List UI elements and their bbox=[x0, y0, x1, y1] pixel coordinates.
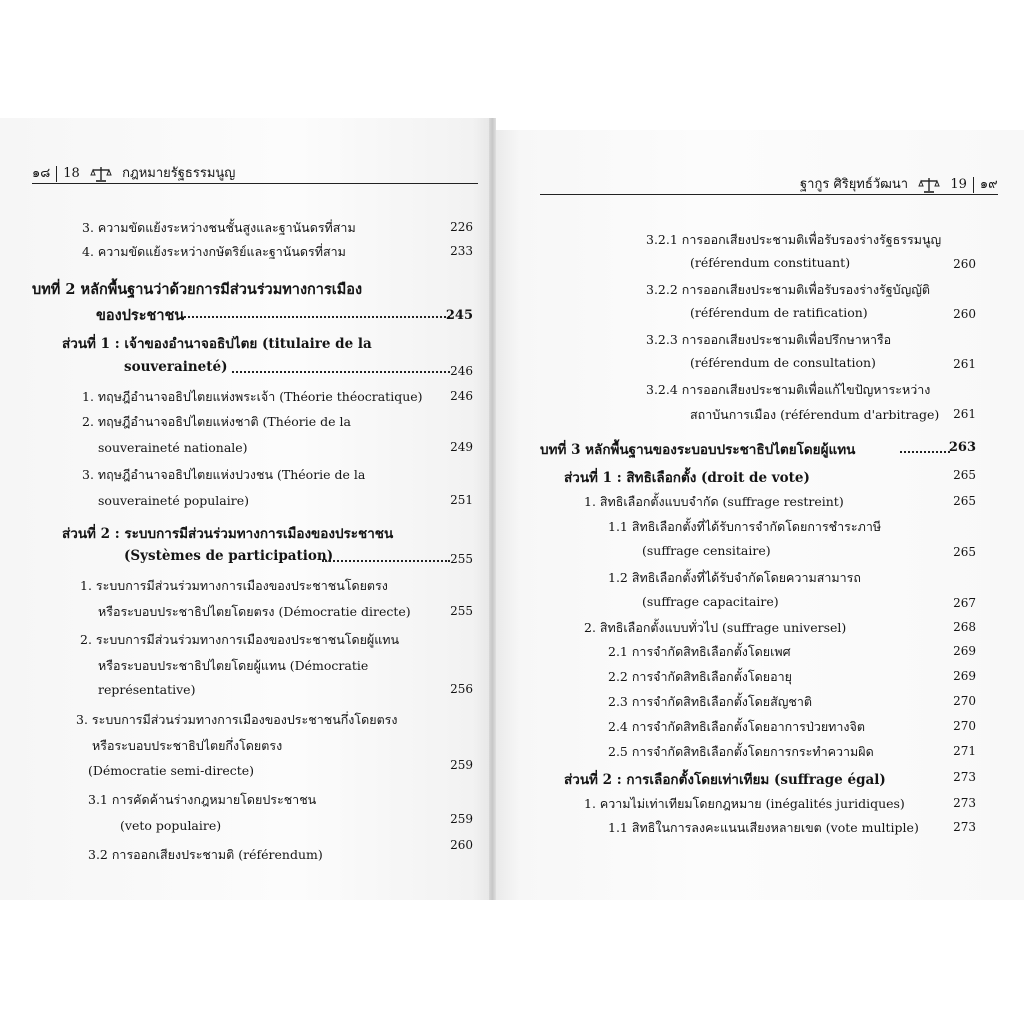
section-heading: ส่วนที่ 2 : การเลือกตั้งโดยเท่าเทียม (suffrage égal) bbox=[564, 772, 886, 788]
toc-entry-page: 271 bbox=[953, 744, 976, 758]
toc-entry-text: 2.3 การจำกัดสิทธิเลือกตั้งโดยสัญชาติ bbox=[608, 694, 812, 709]
toc-entry-page: 261 bbox=[953, 357, 976, 371]
toc-entry-text: (référendum de consultation) bbox=[690, 355, 876, 370]
toc-entry-text: 2.5 การจำกัดสิทธิเลือกตั้งโดยการกระทำความผิด bbox=[608, 744, 874, 759]
toc-entry-text: 3. ทฤษฎีอำนาจอธิปไตยแห่งปวงชน (Théorie de la bbox=[82, 467, 366, 482]
chapter-heading: ของประชาชน bbox=[96, 307, 185, 324]
leader-dots bbox=[184, 306, 450, 318]
toc-entry-page: 259 bbox=[450, 812, 473, 826]
toc-entry-page: 269 bbox=[953, 644, 976, 658]
toc-entry-text: 3.2.4 การออกเสียงประชามติเพื่อแก้ไขปัญหาระหว่าง bbox=[646, 382, 931, 397]
toc-entry-text: souveraineté nationale) bbox=[98, 440, 248, 455]
leader-dots bbox=[322, 550, 450, 562]
toc-entry-page: 233 bbox=[450, 244, 473, 258]
toc-entry-text: 3.2.2 การออกเสียงประชามติเพื่อรับรองร่างรัฐบัญญัติ bbox=[646, 282, 931, 297]
toc-entry-page: 270 bbox=[953, 694, 976, 708]
right-author-name: ฐากูร ศิริยุทธ์วัฒนา bbox=[800, 177, 909, 192]
toc-entry-text: 2. สิทธิเลือกตั้งแบบทั่วไป (suffrage universel) bbox=[584, 620, 847, 635]
toc-entry-text: สถาบันการเมือง (référendum d'arbitrage) bbox=[690, 407, 940, 422]
toc-entry-page: 273 bbox=[953, 770, 976, 784]
toc-entry-page: 245 bbox=[445, 308, 473, 323]
toc-entry-page: 265 bbox=[953, 545, 976, 559]
toc-entry-text: 2.2 การจำกัดสิทธิเลือกตั้งโดยอายุ bbox=[608, 669, 792, 684]
toc-entry-page: 256 bbox=[450, 682, 473, 696]
toc-entry-text: 1. ความไม่เท่าเทียมโดยกฎหมาย (inégalités juridiques) bbox=[584, 796, 905, 811]
toc-entry-text: 3.2.1 การออกเสียงประชามติเพื่อรับรองร่างรัฐธรรมนูญ bbox=[646, 232, 942, 247]
toc-entry-page: 251 bbox=[450, 493, 473, 507]
toc-entry-text: หรือระบอบประชาธิปไตยโดยตรง (Démocratie directe) bbox=[98, 604, 411, 619]
right-page-header bbox=[800, 173, 998, 194]
toc-entry-text: 4. ความขัดแย้งระหว่างกษัตริย์และฐานันดรที่สาม bbox=[82, 244, 346, 259]
toc-entry-text: 1. ระบบการมีส่วนร่วมทางการเมืองของประชาชนโดยตรง bbox=[80, 578, 388, 593]
right-page-number: 19 bbox=[950, 177, 967, 192]
toc-entry-page: 263 bbox=[948, 440, 976, 455]
toc-entry-page: 260 bbox=[953, 307, 976, 321]
toc-entry-page: 246 bbox=[450, 389, 473, 403]
toc-entry-page: 246 bbox=[450, 364, 473, 378]
toc-entry-page: 249 bbox=[450, 440, 473, 454]
toc-entry-text: 1. ทฤษฎีอำนาจอธิปไตยแห่งพระเจ้า (Théorie théocratique) bbox=[82, 389, 423, 404]
toc-entry-text: 2.4 การจำกัดสิทธิเลือกตั้งโดยอาการป่วยทางจิต bbox=[608, 719, 865, 734]
toc-entry-page: 260 bbox=[953, 257, 976, 271]
left-book-title: กฎหมายรัฐธรรมนูญ bbox=[122, 166, 236, 181]
book-gutter bbox=[489, 118, 496, 900]
toc-entry-page: 269 bbox=[953, 669, 976, 683]
scales-icon bbox=[90, 165, 112, 183]
toc-entry-page: 265 bbox=[953, 494, 976, 508]
right-thai-page-number: ๑๙ bbox=[979, 177, 998, 192]
toc-entry-page: 255 bbox=[450, 552, 473, 566]
toc-entry-page: 268 bbox=[953, 620, 976, 634]
toc-entry-text: 2. ระบบการมีส่วนร่วมทางการเมืองของประชาชนโดยผู้แทน bbox=[80, 632, 400, 647]
toc-entry-text: (suffrage censitaire) bbox=[642, 543, 771, 558]
section-heading: ส่วนที่ 1 : สิทธิเลือกตั้ง (droit de vote) bbox=[564, 470, 810, 486]
toc-entry-text: 1.2 สิทธิเลือกตั้งที่ได้รับจำกัดโดยความสามารถ bbox=[608, 570, 861, 585]
chapter-heading: บทที่ 3 หลักพื้นฐานของระบอบประชาธิปไตยโดยผู้แทน bbox=[540, 442, 856, 458]
left-thai-page-number: ๑๘ bbox=[32, 166, 51, 181]
toc-entry-text: représentative) bbox=[98, 682, 196, 697]
toc-entry-text: souveraineté populaire) bbox=[98, 493, 249, 508]
toc-entry-page: 261 bbox=[953, 407, 976, 421]
toc-entry-text: (référendum de ratification) bbox=[690, 305, 868, 320]
toc-entry-page: 267 bbox=[953, 596, 976, 610]
toc-entry-text: 2.1 การจำกัดสิทธิเลือกตั้งโดยเพศ bbox=[608, 644, 791, 659]
toc-entry-page: 255 bbox=[450, 604, 473, 618]
toc-entry-text: 3. ความขัดแย้งระหว่างชนชั้นสูงและฐานันดรที่สาม bbox=[82, 220, 356, 235]
left-header-rule bbox=[32, 183, 478, 184]
chapter-heading: บทที่ 2 หลักพื้นฐานว่าด้วยการมีส่วนร่วมทางการเมือง bbox=[32, 281, 363, 298]
right-header-rule bbox=[540, 194, 998, 195]
toc-entry-page: 260 bbox=[450, 838, 473, 852]
toc-entry-text: (Démocratie semi-directe) bbox=[88, 763, 255, 778]
toc-entry-text: 3.1 การคัดค้านร่างกฎหมายโดยประชาชน bbox=[88, 792, 317, 807]
toc-entry-text: หรือระบอบประชาธิปไตยกึ่งโดยตรง bbox=[92, 738, 283, 753]
toc-entry-text: หรือระบอบประชาธิปไตยโดยผู้แทน (Démocratie bbox=[98, 658, 369, 673]
toc-entry-text: 3.2 การออกเสียงประชามติ (référendum) bbox=[88, 847, 323, 862]
toc-entry-text: 1. สิทธิเลือกตั้งแบบจำกัด (suffrage restreint) bbox=[584, 494, 844, 509]
toc-entry-page: 270 bbox=[953, 719, 976, 733]
toc-entry-page: 273 bbox=[953, 820, 976, 834]
toc-entry-page: 273 bbox=[953, 796, 976, 810]
section-heading: (Systèmes de participation) bbox=[124, 548, 334, 564]
toc-entry-page: 259 bbox=[450, 758, 473, 772]
toc-entry-text: (suffrage capacitaire) bbox=[642, 594, 779, 609]
toc-entry-text: 2. ทฤษฎีอำนาจอธิปไตยแห่งชาติ (Théorie de la bbox=[82, 414, 351, 429]
section-heading: ส่วนที่ 2 : ระบบการมีส่วนร่วมทางการเมืองของประชาชน bbox=[62, 526, 394, 542]
toc-entry-page: 265 bbox=[953, 468, 976, 482]
leader-dots bbox=[232, 361, 450, 373]
toc-entry-page: 226 bbox=[450, 220, 473, 234]
toc-entry-text: 3.2.3 การออกเสียงประชามติเพื่อปรึกษาหารือ bbox=[646, 332, 892, 347]
toc-entry-text: 1.1 สิทธิเลือกตั้งที่ได้รับการจำกัดโดยการชำระภาษี bbox=[608, 519, 882, 534]
scales-icon bbox=[918, 176, 940, 194]
left-page-number: 18 bbox=[63, 166, 80, 181]
toc-entry-text: (veto populaire) bbox=[120, 818, 222, 833]
toc-entry-text: (référendum constituant) bbox=[690, 255, 851, 270]
section-heading: ส่วนที่ 1 : เจ้าของอำนาจอธิปไตย (titulaire de la bbox=[62, 336, 372, 352]
toc-entry-text: 3. ระบบการมีส่วนร่วมทางการเมืองของประชาชนกึ่งโดยตรง bbox=[76, 712, 398, 727]
section-heading: souveraineté) bbox=[124, 359, 228, 375]
left-page-header bbox=[32, 162, 235, 183]
toc-entry-text: 1.1 สิทธิในการลงคะแนนเสียงหลายเขต (vote multiple) bbox=[608, 820, 919, 835]
